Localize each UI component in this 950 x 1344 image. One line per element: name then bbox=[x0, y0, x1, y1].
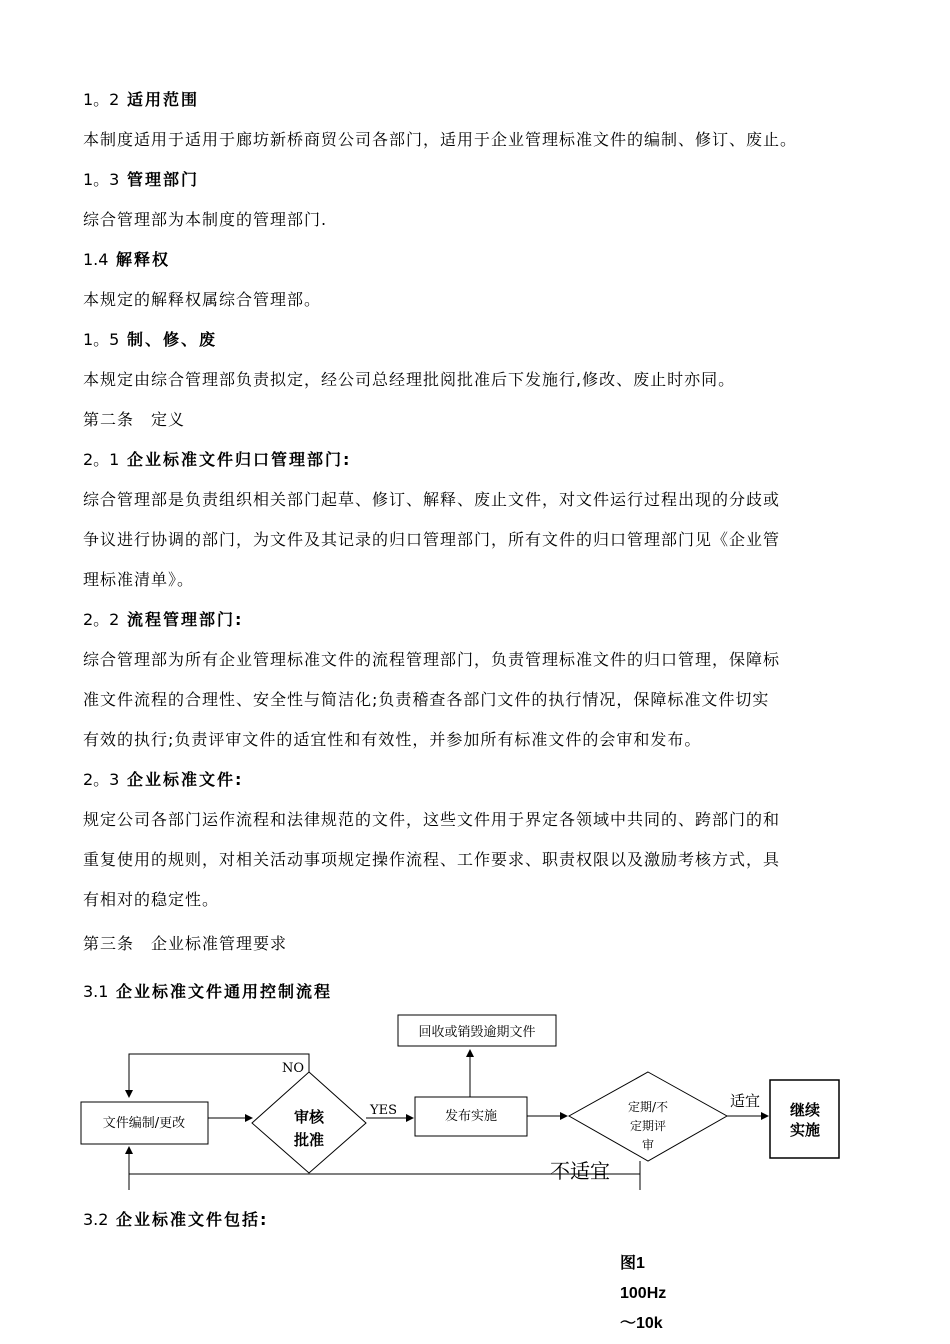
section-1-2-body: 本制度适用于适用于廊坊新桥商贸公司各部门，适用于企业管理标准文件的编制、修订、废止。 bbox=[83, 130, 798, 149]
section-1-5-heading: 1。5 制、修、废 bbox=[83, 330, 217, 349]
section-2-2-body-line: 准文件流程的合理性、安全性与简洁化;负责稽查各部门文件的执行情况，保障标准文件切实 bbox=[83, 690, 770, 709]
periodic-label-3: 审 bbox=[641, 1138, 655, 1152]
publish-label: 发布实施 bbox=[444, 1109, 498, 1124]
section-2-2-body-line: 有效的执行;负责评审文件的适宜性和有效性，并参加所有标准文件的会审和发布。 bbox=[83, 730, 702, 749]
section-2-2-heading: 2。2 流程管理部门: bbox=[83, 610, 244, 629]
section-2-3-body-line: 有相对的稳定性。 bbox=[83, 890, 220, 909]
recall-label: 回收或销毁逾期文件 bbox=[418, 1025, 536, 1040]
section-2-3-body-line: 重复使用的规则，对相关活动事项规定操作流程、工作要求、职责权限以及激励考核方式，具 bbox=[83, 850, 781, 869]
section-2-1-body-line: 争议进行协调的部门，为文件及其记录的归口管理部门，所有文件的归口管理部门见《企业管 bbox=[83, 530, 781, 549]
section-1-4-heading: 1.4 解释权 bbox=[83, 250, 171, 269]
yes-label: YES bbox=[370, 1103, 397, 1118]
suitable-label: 适宜 bbox=[730, 1092, 761, 1110]
edit-label: 文件编制/更改 bbox=[102, 1116, 186, 1131]
section-1-5-body: 本规定由综合管理部负责拟定，经公司总经理批阅批准后下发施行,修改、废止时亦同。 bbox=[83, 370, 736, 389]
section-2-3-body-line: 规定公司各部门运作流程和法律规范的文件，这些文件用于界定各领域中共同的、跨部门的和 bbox=[83, 810, 781, 829]
section-3-2-heading: 3.2 企业标准文件包括: bbox=[83, 1210, 269, 1229]
control-flowchart bbox=[0, 1005, 950, 1215]
periodic-label-1: 定期/不 bbox=[627, 1100, 669, 1114]
section-2-3-heading: 2。3 企业标准文件: bbox=[83, 770, 244, 789]
section-1-4-body: 本规定的解释权属综合管理部。 bbox=[83, 290, 322, 309]
section-2-1-body-line: 综合管理部是负责组织相关部门起草、修订、解释、废止文件，对文件运行过程出现的分歧或 bbox=[83, 490, 781, 509]
continue-box bbox=[770, 1080, 839, 1158]
section-1-2-heading: 1。2 适用范围 bbox=[83, 90, 199, 109]
section-2-1-body-line: 理标准清单》。 bbox=[83, 570, 195, 589]
range-label: ～10k bbox=[620, 1315, 663, 1332]
periodic-label-2: 定期评 bbox=[629, 1119, 667, 1133]
article-3-heading: 第三条 企业标准管理要求 bbox=[83, 934, 288, 953]
article-2-heading: 第二条 定义 bbox=[83, 410, 186, 429]
figure-label: 图1 bbox=[620, 1255, 645, 1272]
continue-label-2: 实施 bbox=[789, 1121, 821, 1139]
review-label-2: 批准 bbox=[293, 1131, 325, 1149]
continue-label-1: 继续 bbox=[789, 1101, 821, 1119]
frequency-label: 100Hz bbox=[620, 1285, 667, 1302]
section-3-1-heading: 3.1 企业标准文件通用控制流程 bbox=[83, 982, 333, 1001]
section-1-3-body: 综合管理部为本制度的管理部门. bbox=[83, 210, 328, 229]
unsuitable-label: 不适宜 bbox=[550, 1159, 610, 1183]
review-label-1: 审核 bbox=[293, 1108, 325, 1126]
section-2-2-body-line: 综合管理部为所有企业管理标准文件的流程管理部门，负责管理标准文件的归口管理，保障标 bbox=[83, 650, 781, 669]
section-2-1-heading: 2。1 企业标准文件归口管理部门: bbox=[83, 450, 352, 469]
section-1-3-heading: 1。3 管理部门 bbox=[83, 170, 199, 189]
no-label: NO bbox=[282, 1061, 305, 1076]
